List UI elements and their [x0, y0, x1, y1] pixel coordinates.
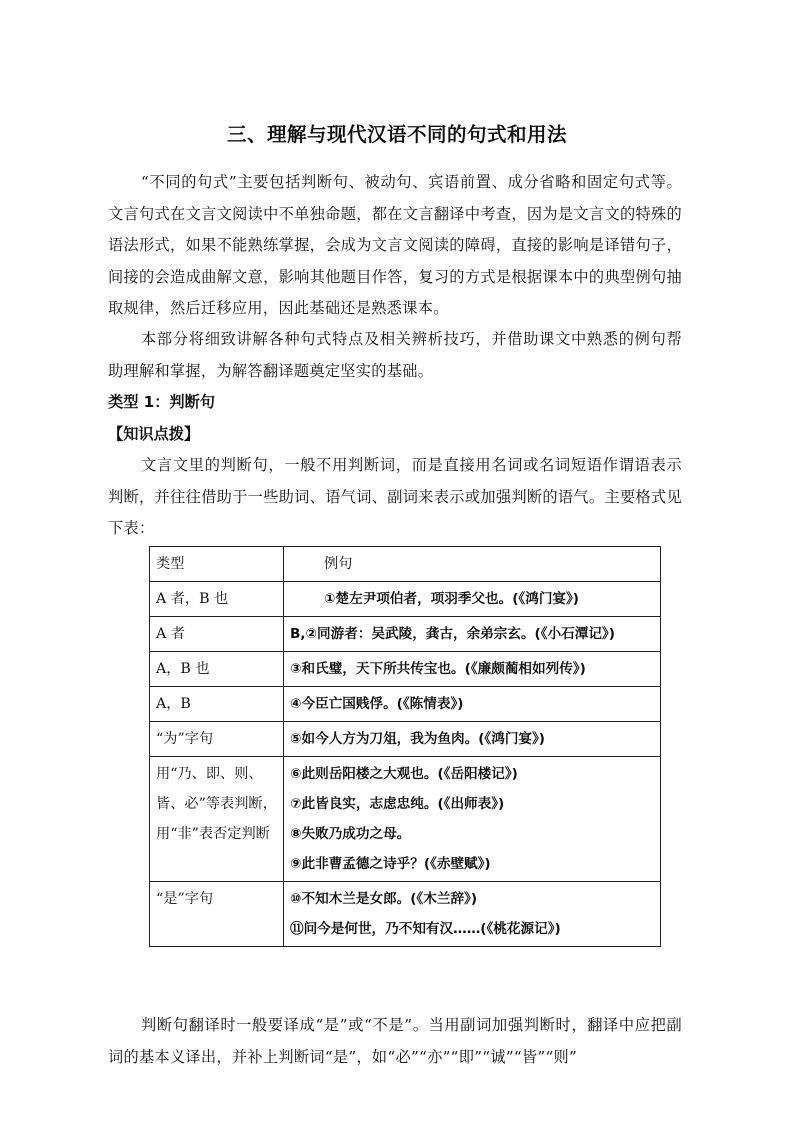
row-examples — [284, 617, 661, 652]
example-sentence: ④今臣亡国贱俘。(《陈情表》) — [290, 696, 464, 712]
row-type: “为”字句 — [150, 722, 284, 757]
row-examples — [284, 882, 661, 947]
row-examples — [284, 652, 661, 687]
example-sentence: ③和氏璧，天下所共传宝也。(《廉颇蔺相如列传》) — [290, 661, 586, 677]
example-sentence: ⑥此则岳阳楼之大观也。(《岳阳楼记》) — [290, 766, 518, 782]
row-examples — [284, 722, 661, 757]
row-type: “是”字句 — [150, 882, 284, 947]
table-row — [150, 687, 661, 722]
sentence-pattern-table — [149, 546, 661, 947]
table-row — [150, 757, 661, 882]
row-type: 用“乃、即、则、皆、必”等表判断，用“非”表否定判断 — [150, 757, 284, 882]
example-sentence: ⑦此皆良实，志虑忠纯。(《出师表》) — [290, 796, 505, 812]
page-title: 三、理解与现代汉语不同的句式和用法 — [226, 123, 567, 146]
row-type: A，B 也 — [150, 652, 284, 687]
example-sentence: ⑤如今人方为刀俎，我为鱼肉。(《鸿门宴》) — [290, 731, 546, 747]
row-examples — [284, 582, 661, 617]
table-row — [150, 617, 661, 652]
example-sentence: ①楚左尹项伯者，项羽季父也。(《鸿门宴》) — [324, 591, 580, 607]
example-sentence: ⑪问今是何世，乃不知有汉……(《桃花源记》) — [290, 921, 561, 937]
row-type: A，B — [150, 687, 284, 722]
example-sentence: B,②同游者：吴武陵，龚古，余弟宗玄。(《小石潭记》) — [290, 626, 615, 642]
knowledge-paragraph: 文言文里的判断句，一般不用判断词，而是直接用名词或名词短语作谓语表示判断，并往往借助于一些助词、语气词、副词来表示或加强判断的语气。主要格式见下表： — [108, 456, 682, 537]
example-sentence: ⑩不知木兰是女郎。(《木兰辞》) — [290, 891, 478, 907]
knowledge-heading: 【知识点拨】 — [108, 425, 200, 443]
table-row — [150, 882, 661, 947]
header-example: 例句 — [284, 547, 661, 582]
row-type: A 者，B 也 — [150, 582, 284, 617]
row-examples — [284, 757, 661, 882]
header-type: 类型 — [150, 547, 284, 582]
example-sentence: ⑧失败乃成功之母。 — [290, 826, 411, 842]
intro-paragraph-2: 本部分将细致讲解各种句式特点及相关辨析技巧，并借助课文中熟悉的例句帮助理解和掌握，为解答翻译题奠定坚实的基础。 — [108, 330, 682, 380]
intro-paragraph-1: “不同的句式”主要包括判断句、被动句、宾语前置、成分省略和固定句式等。文言句式在文言文阅读中不单独命题，都在文言翻译中考查，因为是文言文的特殊的语法形式，如果不能熟练掌握，会成为文言文阅读的障碍，直接的影响是译错句子，间接的会造成曲解文意，影响其他题目作答，复习的方式是根据课本中的典型例句抽取规律，然后迁移应用，因此基础还是熟悉课本。 — [108, 173, 682, 317]
section-heading: 类型 1：判断句 — [108, 393, 215, 411]
row-examples — [284, 687, 661, 722]
table-header-row — [150, 547, 661, 582]
table-row — [150, 652, 661, 687]
table-row — [150, 582, 661, 617]
table-row — [150, 722, 661, 757]
row-type: A 者 — [150, 617, 284, 652]
example-sentence: ⑨此非曹孟德之诗乎？(《赤壁赋》) — [290, 856, 491, 872]
closing-paragraph: 判断句翻译时一般要译成“是”或“不是”。当用副词加强判断时，翻译中应把副词的基本义译出，并补上判断词“是”，如“必”“亦”“即”“诚”“皆”“则” — [108, 1016, 682, 1066]
